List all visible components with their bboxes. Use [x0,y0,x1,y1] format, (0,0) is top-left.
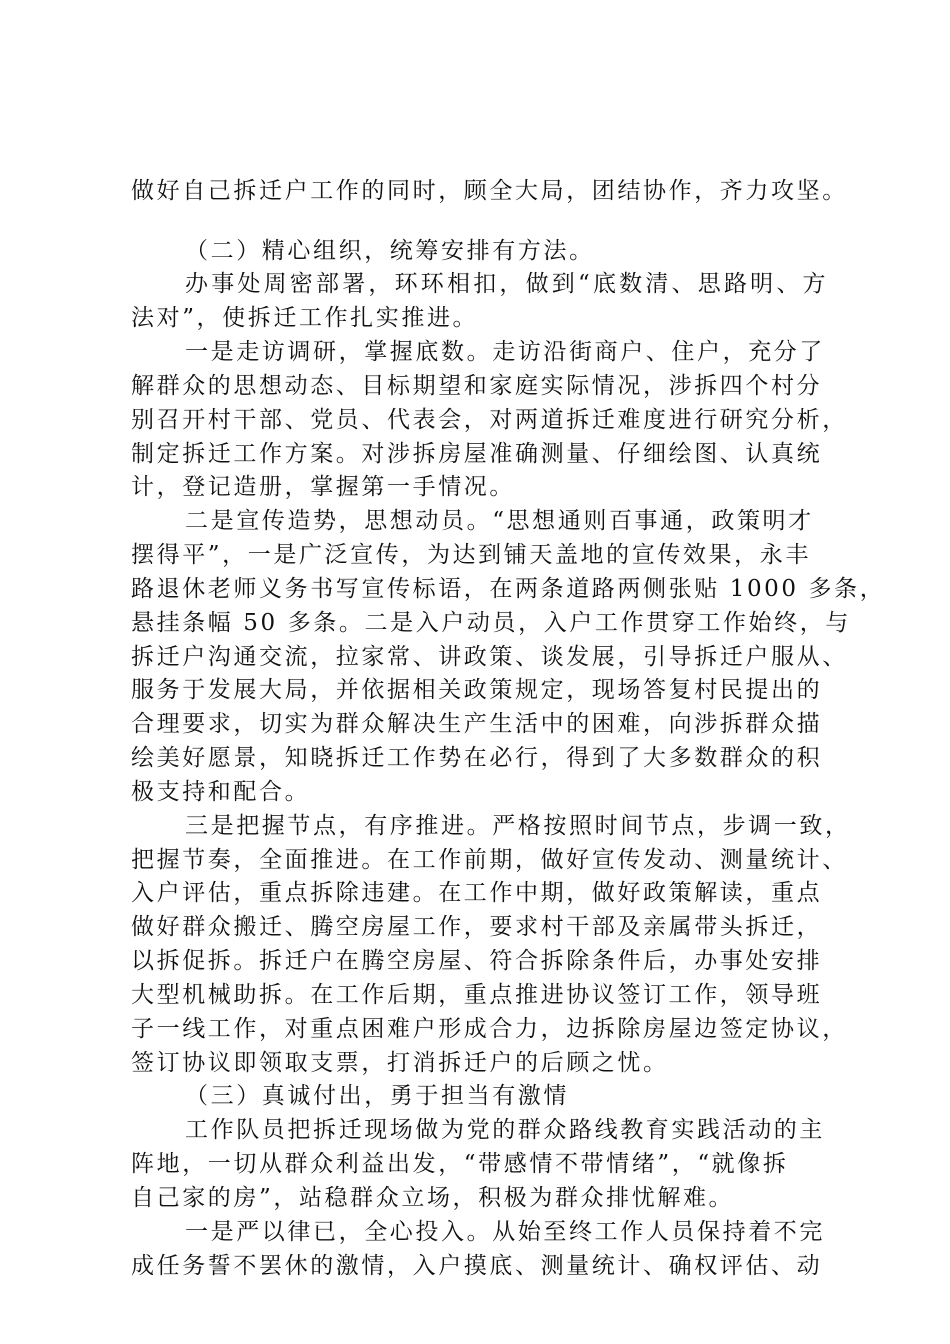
text-line: 法对”，使拆迁工作扎实推进。 [131,305,479,331]
text-line: 阵地，一切从群众利益出发，“带感情不带情绪”，“就像拆 [131,1151,789,1177]
text-line: 二是宣传造势，思想动员。“思想通则百事通，政策明才 [185,508,814,534]
text-line: 悬挂条幅 50 多条。二是入户动员，入户工作贯穿工作始终，与 [131,610,851,636]
text-line: 三是把握节点，有序推进。严格按照时间节点，步调一致， [185,813,851,839]
text-line: 签订协议即领取支票，打消拆迁户的后顾之忧。 [131,1050,669,1076]
text-line: 做好群众搬迁、腾空房屋工作，要求村干部及亲属带头拆迁， [131,914,823,940]
text-line: 大型机械助拆。在工作后期，重点推进协议签订工作，领导班 [131,982,823,1008]
text-line: 服务于发展大局，并依据相关政策规定，现场答复村民提出的 [131,677,823,703]
text-line: 计，登记造册，掌握第一手情况。 [131,474,515,500]
text-line: 绘美好愿景，知晓拆迁工作势在必行，得到了大多数群众的积 [131,745,823,771]
text-line: 入户评估，重点拆除违建。在工作中期，做好政策解读，重点 [131,880,823,906]
text-line: 合理要求，切实为群众解决生产生活中的困难，向涉拆群众描 [131,711,823,737]
text-line: 以拆促拆。拆迁户在腾空房屋、符合拆除条件后，办事处安排 [131,948,823,974]
text-line: 路退休老师义务书写宣传标语，在两条道路两侧张贴 1000 多条， [131,576,886,602]
text-line: 解群众的思想动态、目标期望和家庭实际情况，涉拆四个村分 [131,373,823,399]
text-line: 工作队员把拆迁现场做为党的群众路线教育实践活动的主 [185,1117,825,1143]
text-line: 把握节奏，全面推进。在工作前期，做好宣传发动、测量统计、 [131,847,848,873]
text-line: 制定拆迁工作方案。对涉拆房屋准确测量、仔细绘图、认真统 [131,441,823,467]
section-heading: （二）精心组织，统筹安排有方法。 [185,238,595,264]
text-line: 办事处周密部署，环环相扣，做到“底数清、思路明、方 [185,271,829,297]
text-line: 做好自己拆迁户工作的同时，顾全大局，团结协作，齐力攻坚。 [131,178,848,204]
text-line: 别召开村干部、党员、代表会，对两道拆迁难度进行研究分析， [131,407,848,433]
text-line: 成任务誓不罢休的激情，入户摸底、测量统计、确权评估、动 [131,1253,823,1279]
text-line: 极支持和配合。 [131,779,311,805]
text-line: 一是严以律已，全心投入。从始至终工作人员保持着不完 [185,1219,825,1245]
text-line: 自己家的房”，站稳群众立场，积极为群众排忧解难。 [131,1185,735,1211]
text-line: 一是走访调研，掌握底数。走访沿街商户、住户，充分了 [185,339,825,365]
text-line: 拆迁户沟通交流，拉家常、讲政策、谈发展，引导拆迁户服从、 [131,644,848,670]
text-line: 摆得平”，一是广泛宣传，为达到铺天盖地的宣传效果，永丰 [131,542,811,568]
section-heading: （三）真诚付出，勇于担当有激情 [185,1083,569,1109]
text-line: 子一线工作，对重点困难户形成合力，边拆除房屋边签定协议， [131,1016,848,1042]
